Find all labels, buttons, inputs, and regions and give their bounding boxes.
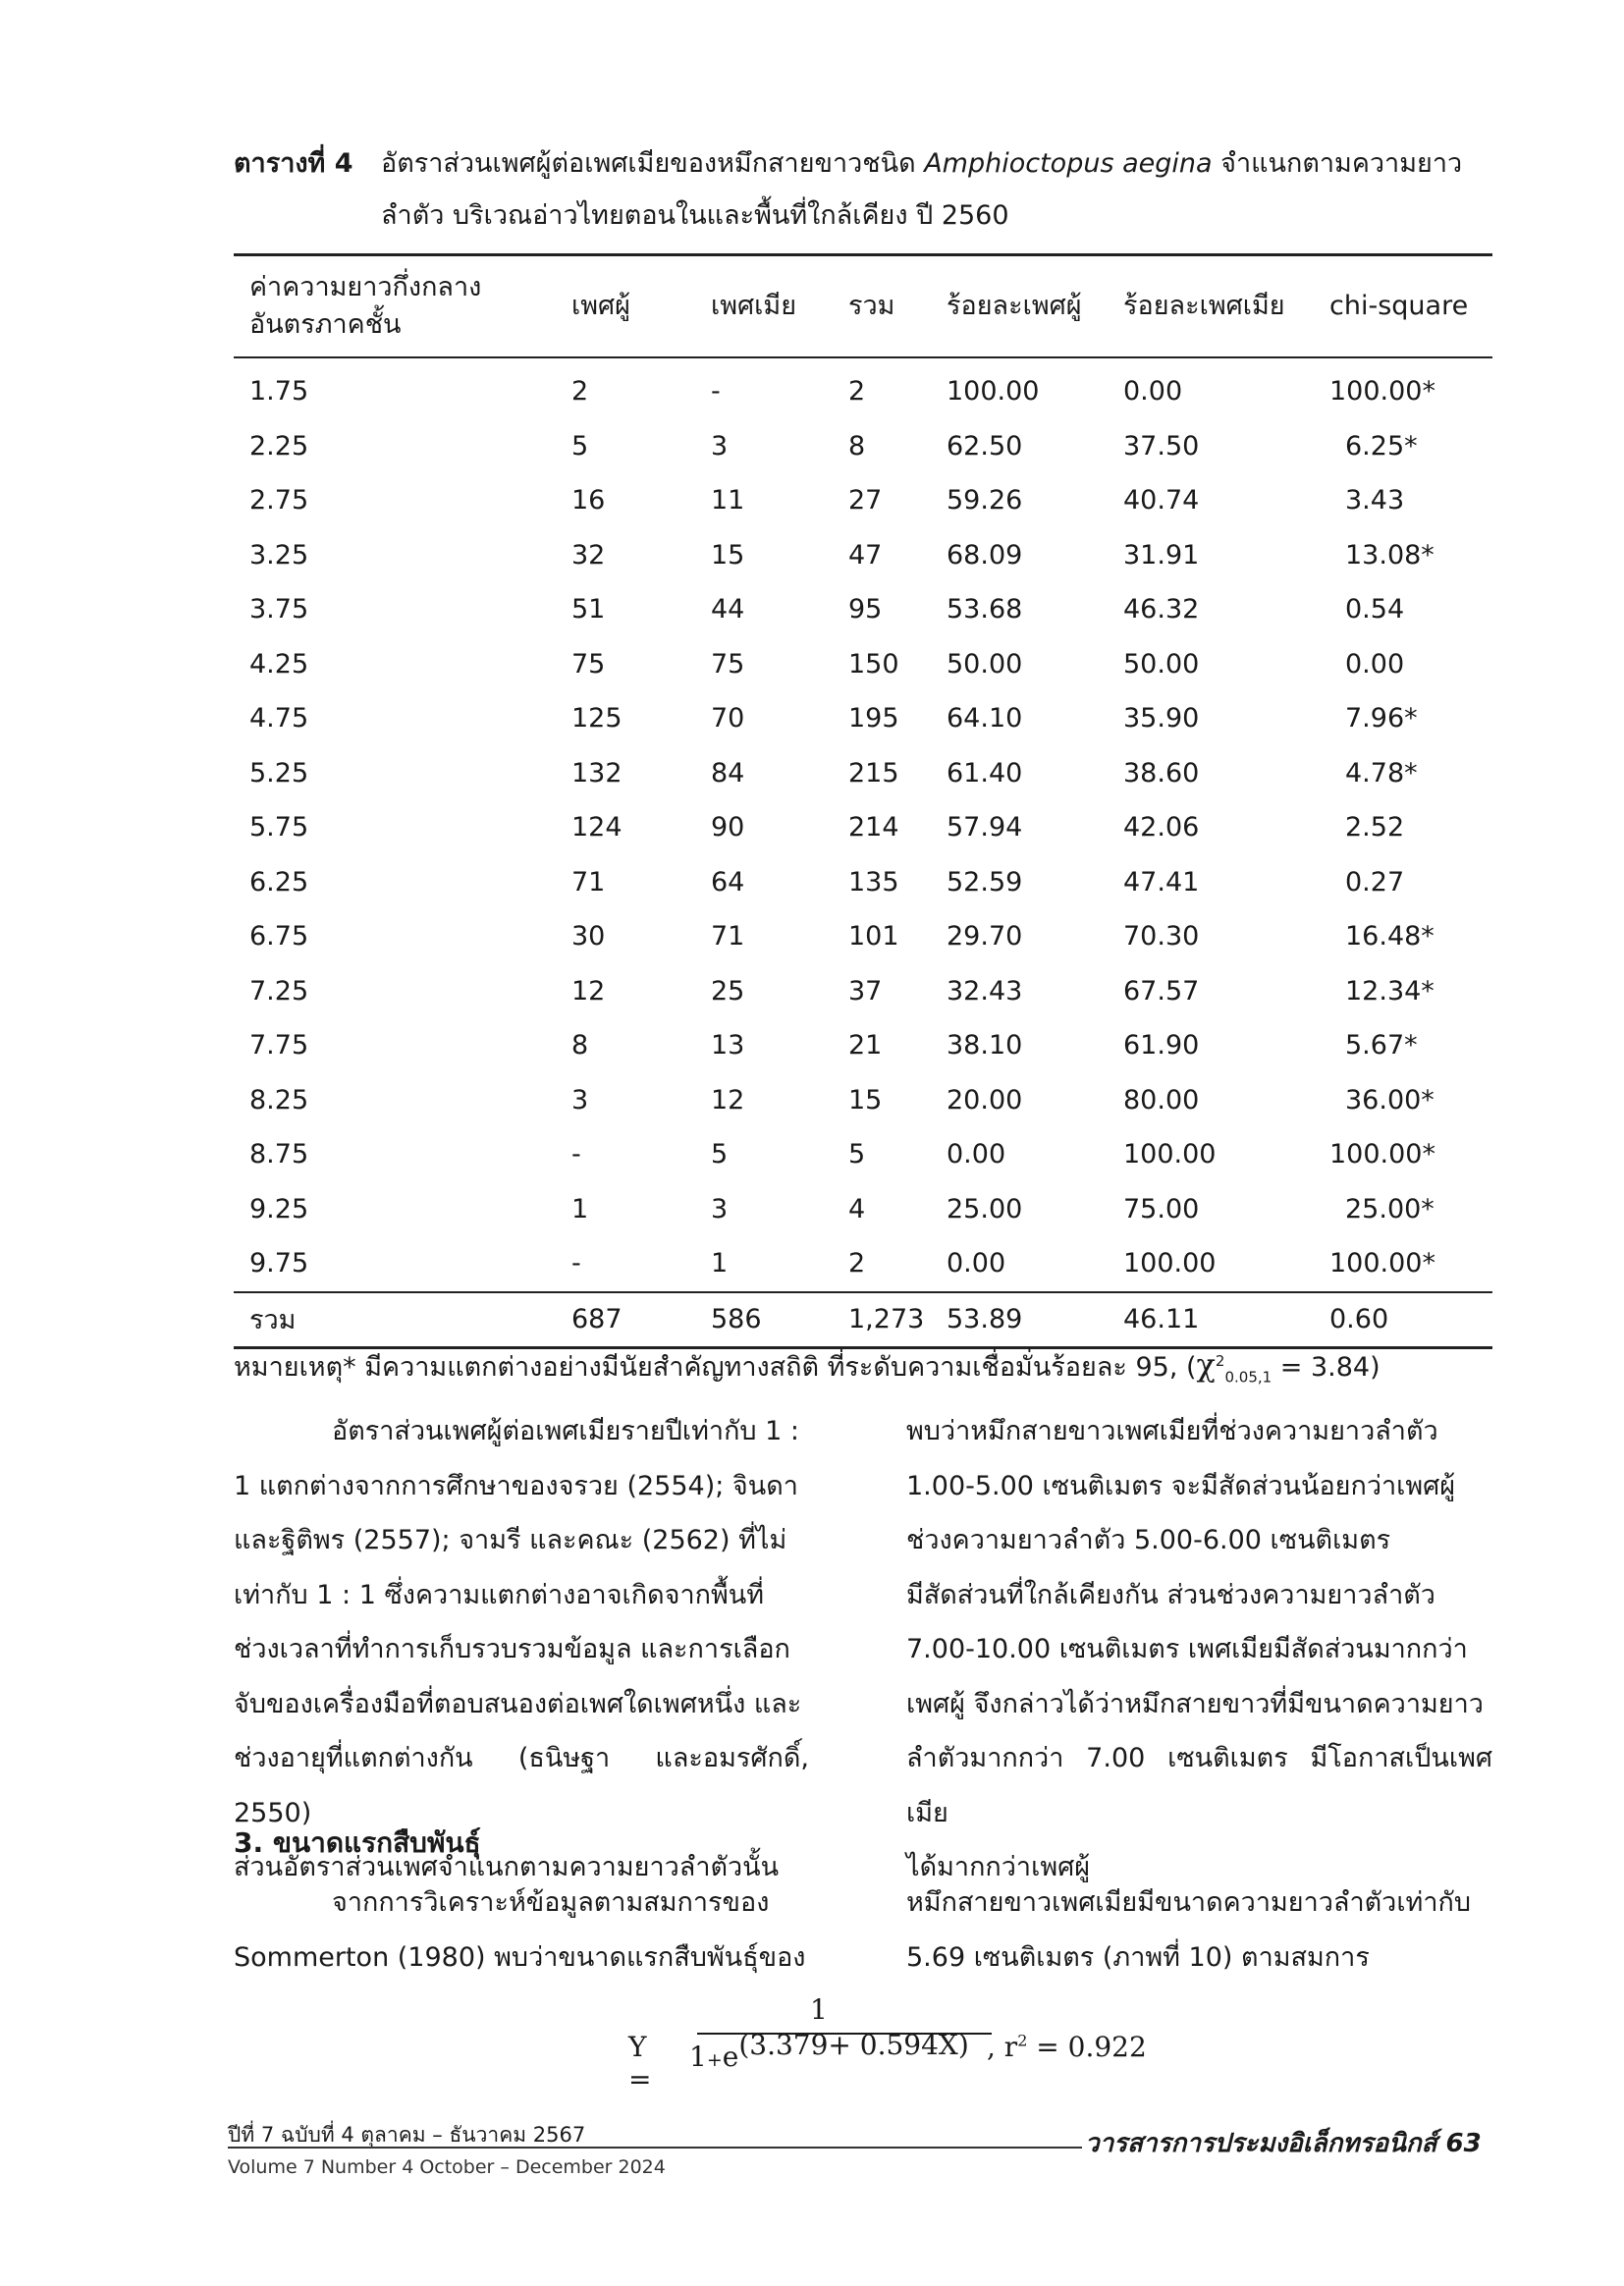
species-name: Amphioctopus aegina (924, 148, 1213, 179)
cell-length-class: 6.25 (249, 866, 309, 898)
cell-total: 37 (848, 975, 883, 1007)
cell-female-percent: 35.90 (1123, 703, 1200, 735)
cell-length-class: 4.25 (249, 648, 309, 680)
cell-female: 11 (711, 485, 745, 517)
total-length-class: รวม (234, 1292, 571, 1348)
r-squared: , $r^2 = 0.922$ (987, 2031, 1147, 2063)
cell-male: 71 (571, 866, 606, 898)
cell-male-percent: 0.00 (947, 1248, 1006, 1279)
cell-total: 15 (848, 1084, 883, 1116)
cell-total: 95 (848, 594, 883, 626)
cell-female: 5 (711, 1139, 729, 1170)
table-note (234, 1345, 1510, 1388)
total-total: 1,273 (848, 1292, 947, 1348)
total-male-percent: 53.89 (947, 1292, 1123, 1348)
chi-subscript: 0.05,1 (1224, 1368, 1272, 1387)
table-row (234, 1127, 1492, 1182)
cell-female: 3 (711, 1193, 729, 1225)
cell-chi-square: 13.08* (1345, 539, 1435, 571)
cell-male: - (571, 1139, 581, 1170)
footer-divider (228, 2147, 1082, 2149)
text-line: อัตราส่วนเพศผู้ต่อเพศเมียรายปีเท่ากับ 1 : (332, 1416, 799, 1446)
chi-superscript: 2 (1215, 1352, 1225, 1370)
sex-ratio-table (234, 253, 1492, 1349)
cell-female-percent: 42.06 (1123, 812, 1200, 844)
cell-chi-square: 100.00* (1329, 1248, 1435, 1279)
table-row (234, 746, 1492, 801)
note-critical-value: = 3.84) (1272, 1352, 1380, 1383)
cell-male-percent: 32.43 (947, 975, 1023, 1007)
total-female-percent: 46.11 (1123, 1292, 1329, 1348)
cell-male-percent: 50.00 (947, 648, 1023, 680)
table-row (234, 582, 1492, 637)
text-line: พบว่าหมึกสายขาวเพศเมียที่ช่วงความยาวลำตัว (906, 1416, 1438, 1446)
text-line: เพศผู้ จึงกล่าวได้ว่าหมึกสายขาวที่มีขนาดความยาว (906, 1688, 1484, 1719)
cell-male: 51 (571, 594, 606, 626)
cell-male: 12 (571, 975, 606, 1007)
cell-male: 125 (571, 703, 623, 735)
table-row (234, 909, 1492, 964)
cell-female-percent: 38.60 (1123, 757, 1200, 789)
cell-male: 16 (571, 485, 606, 517)
cell-male-percent: 64.10 (947, 703, 1023, 735)
cell-female: 25 (711, 975, 745, 1007)
cell-male-percent: 38.10 (947, 1030, 1023, 1061)
caption-line-2: ลำตัว บริเวณอ่าวไทยตอนในและพื้นที่ใกล้เคียง ปี 2560 (381, 200, 1009, 231)
cell-chi-square: 5.67* (1345, 1030, 1418, 1061)
right-column-paragraph-2 (906, 1876, 1492, 1985)
table-row (234, 964, 1492, 1019)
cell-total: 21 (848, 1030, 883, 1061)
cell-length-class: 5.25 (249, 757, 309, 789)
table-row (234, 1018, 1492, 1073)
cell-female-percent: 61.90 (1123, 1030, 1200, 1061)
cell-male: 124 (571, 812, 623, 844)
cell-female-percent: 0.00 (1123, 376, 1183, 408)
cell-male-percent: 25.00 (947, 1193, 1023, 1225)
cell-female-percent: 80.00 (1123, 1084, 1200, 1116)
cell-female-percent: 40.74 (1123, 485, 1200, 517)
text-line: มีสัดส่วนที่ใกล้เคียงกัน ส่วนช่วงความยาวลำตัว (906, 1579, 1435, 1610)
header-total: รวม (848, 255, 947, 358)
text-line: ส่วนอัตราส่วนเพศจำแนกตามความยาวลำตัวนั้น (234, 1852, 780, 1882)
left-column-paragraph-2 (234, 1876, 809, 1985)
text-line: Sommerton (1980) พบว่าขนาดแรกสืบพันธุ์ของ (234, 1941, 806, 1973)
note-text: หมายเหตุ* มีความแตกต่างอย่างมีนัยสำคัญทางสถิติ ที่ระดับความเชื่อมั่นร้อยละ 95, ( (234, 1352, 1197, 1383)
cell-female: 13 (711, 1030, 745, 1061)
cell-male-percent: 57.94 (947, 812, 1023, 844)
table-row (234, 1073, 1492, 1128)
cell-chi-square: 0.54 (1345, 594, 1405, 626)
cell-length-class: 9.25 (249, 1193, 309, 1225)
table-label: ตารางที่ 4 (234, 148, 353, 179)
cell-chi-square: 100.00* (1329, 1139, 1435, 1170)
cell-total: 101 (848, 921, 899, 952)
cell-total: 150 (848, 648, 899, 680)
cell-male: 8 (571, 1030, 589, 1061)
cell-total: 8 (848, 430, 866, 462)
equation-exponent: (3.379+ 0.594X) (738, 2029, 969, 2061)
text-line: หมึกสายขาวเพศเมียมีขนาดความยาวลำตัวเท่ากับ (906, 1887, 1472, 1918)
cell-male-percent: 29.70 (947, 921, 1023, 952)
text-line: จากการวิเคราะห์ข้อมูลตามสมการของ (332, 1887, 770, 1918)
cell-chi-square: 7.96* (1345, 703, 1418, 735)
table-row (234, 691, 1492, 746)
cell-length-class: 3.25 (249, 539, 309, 571)
total-female: 586 (711, 1292, 848, 1348)
footer-journal-title: วารสารการประมงอิเล็กทรอนิกส์ 63 (1085, 2129, 1482, 2158)
cell-female-percent: 46.32 (1123, 594, 1200, 626)
cell-male-percent: 59.26 (947, 485, 1023, 517)
footer-issue-english: Volume 7 Number 4 October – December 2024 (228, 2156, 666, 2178)
cell-total: 27 (848, 485, 883, 517)
caption-text: อัตราส่วนเพศผู้ต่อเพศเมียของหมึกสายขาวชนิด (381, 148, 925, 179)
cell-male-percent: 52.59 (947, 866, 1023, 898)
cell-female: 64 (711, 866, 745, 898)
cell-male-percent: 20.00 (947, 1084, 1023, 1116)
cell-length-class: 2.75 (249, 485, 309, 517)
cell-female: - (711, 376, 721, 408)
cell-chi-square: 100.00* (1329, 376, 1435, 408)
cell-female-percent: 75.00 (1123, 1193, 1200, 1225)
cell-length-class: 1.75 (249, 376, 309, 408)
cell-male: 132 (571, 757, 623, 789)
cell-total: 4 (848, 1193, 866, 1225)
total-chi-square: 0.60 (1329, 1292, 1492, 1348)
cell-male-percent: 0.00 (947, 1139, 1006, 1170)
cell-female: 3 (711, 430, 729, 462)
cell-chi-square: 36.00* (1345, 1084, 1435, 1116)
cell-female: 70 (711, 703, 745, 735)
text-line: ได้มากกว่าเพศผู้ (906, 1852, 1091, 1882)
cell-chi-square: 0.27 (1345, 866, 1405, 898)
cell-female: 1 (711, 1248, 729, 1279)
cell-male: 75 (571, 648, 606, 680)
cell-length-class: 8.75 (249, 1139, 309, 1170)
cell-total: 214 (848, 812, 899, 844)
equation-numerator: 1 (810, 1993, 828, 2026)
cell-male-percent: 62.50 (947, 430, 1023, 462)
cell-total: 195 (848, 703, 899, 735)
equation-lhs: Y = (628, 2031, 652, 2096)
cell-chi-square: 3.43 (1345, 485, 1405, 517)
section-heading: 3. ขนาดแรกสืบพันธุ์ (234, 1826, 481, 1859)
header-female-percent: ร้อยละเพศเมีย (1123, 255, 1329, 358)
table-row (234, 637, 1492, 692)
header-female: เพศเมีย (711, 255, 848, 358)
cell-chi-square: 25.00* (1345, 1193, 1435, 1225)
cell-male: 32 (571, 539, 606, 571)
cell-female-percent: 100.00 (1123, 1139, 1217, 1170)
text-line: 1.00-5.00 เซนติเมตร จะมีสัดส่วนน้อยกว่าเพศผู้ (906, 1470, 1456, 1501)
table-row (234, 1182, 1492, 1237)
text-line: 1 แตกต่างจากการศึกษาของจรวย (2554); จินดา (234, 1470, 798, 1501)
cell-male: 2 (571, 376, 589, 408)
equation-denominator: 1+e(3.379+ 0.594X) (689, 2029, 969, 2073)
cell-total: 135 (848, 866, 899, 898)
caption-text-end: จำแนกตามความยาว (1212, 148, 1463, 179)
table-total-row (234, 1292, 1492, 1348)
cell-chi-square: 2.52 (1345, 812, 1405, 844)
cell-female-percent: 67.57 (1123, 975, 1200, 1007)
cell-chi-square: 0.00 (1345, 648, 1405, 680)
cell-female: 12 (711, 1084, 745, 1116)
cell-length-class: 9.75 (249, 1248, 309, 1279)
cell-length-class: 3.75 (249, 594, 309, 626)
cell-male: 30 (571, 921, 606, 952)
table-caption (234, 137, 1490, 242)
cell-length-class: 8.25 (249, 1084, 309, 1116)
table-header-row (234, 255, 1492, 358)
cell-male-percent: 68.09 (947, 539, 1023, 571)
text-line: ช่วงความยาวลำตัว 5.00-6.00 เซนติเมตร (906, 1525, 1391, 1555)
cell-length-class: 4.75 (249, 703, 309, 735)
table-row (234, 855, 1492, 910)
text-line: 7.00-10.00 เซนติเมตร เพศเมียมีสัดส่วนมากกว่า (906, 1634, 1468, 1664)
header-male: เพศผู้ (571, 255, 711, 358)
cell-female: 71 (711, 921, 745, 952)
cell-length-class: 7.75 (249, 1030, 309, 1061)
cell-female: 75 (711, 648, 745, 680)
table-row (234, 357, 1492, 419)
right-column-paragraph (906, 1404, 1492, 1895)
cell-length-class: 6.75 (249, 921, 309, 952)
cell-female-percent: 100.00 (1123, 1248, 1217, 1279)
table-row (234, 800, 1492, 855)
cell-total: 2 (848, 1248, 866, 1279)
cell-female: 15 (711, 539, 745, 571)
cell-male-percent: 100.00 (947, 376, 1040, 408)
cell-length-class: 7.25 (249, 975, 309, 1007)
text-line: และฐิติพร (2557); จามรี และคณะ (2562) ที่ไม่ (234, 1525, 787, 1555)
cell-chi-square: 6.25* (1345, 430, 1418, 462)
cell-chi-square: 12.34* (1345, 975, 1435, 1007)
cell-female-percent: 37.50 (1123, 430, 1200, 462)
cell-female-percent: 31.91 (1123, 539, 1200, 571)
cell-total: 2 (848, 376, 866, 408)
table-row (234, 1236, 1492, 1292)
footer-issue-thai: ปีที่ 7 ฉบับที่ 4 ตุลาคม – ธันวาคม 2567 (228, 2123, 586, 2147)
cell-male: - (571, 1248, 581, 1279)
cell-length-class: 5.75 (249, 812, 309, 844)
text-line: เท่ากับ 1 : 1 ซึ่งความแตกต่างอาจเกิดจากพื้นที่ (234, 1579, 764, 1610)
text-line: ลำตัวมากกว่า 7.00 เซนติเมตร มีโอกาสเป็นเพศเมีย (906, 1743, 1492, 1828)
header-chi-square: chi-square (1329, 255, 1492, 358)
cell-total: 215 (848, 757, 899, 789)
cell-male-percent: 53.68 (947, 594, 1023, 626)
cell-length-class: 2.25 (249, 430, 309, 462)
cell-male: 5 (571, 430, 589, 462)
cell-female-percent: 70.30 (1123, 921, 1200, 952)
chi-symbol: χ (1196, 1346, 1216, 1384)
cell-female: 84 (711, 757, 745, 789)
text-line: จับของเครื่องมือที่ตอบสนองต่อเพศใดเพศหนึ่ง และ (234, 1688, 802, 1719)
header-length-class: ค่าความยาวกึ่งกลาง อันตรภาคชั้น (234, 255, 571, 358)
cell-chi-square: 4.78* (1345, 757, 1418, 789)
table-row (234, 419, 1492, 474)
text-line: ช่วงอายุที่แตกต่างกัน (ธนิษฐา และอมรศักดิ์, 2550) (234, 1743, 809, 1828)
table-row (234, 528, 1492, 583)
table-row (234, 473, 1492, 528)
cell-female-percent: 47.41 (1123, 866, 1200, 898)
text-line: 5.69 เซนติเมตร (ภาพที่ 10) ตามสมการ (906, 1941, 1370, 1973)
cell-chi-square: 16.48* (1345, 921, 1435, 952)
text-line: ช่วงเวลาที่ทำการเก็บรวบรวมข้อมูล และการเลือก (234, 1634, 790, 1664)
header-male-percent: ร้อยละเพศผู้ (947, 255, 1123, 358)
cell-male-percent: 61.40 (947, 757, 1023, 789)
cell-male: 3 (571, 1084, 589, 1116)
cell-total: 47 (848, 539, 883, 571)
cell-male: 1 (571, 1193, 589, 1225)
total-male: 687 (571, 1292, 711, 1348)
cell-total: 5 (848, 1139, 866, 1170)
cell-female: 44 (711, 594, 745, 626)
cell-female-percent: 50.00 (1123, 648, 1200, 680)
cell-female: 90 (711, 812, 745, 844)
